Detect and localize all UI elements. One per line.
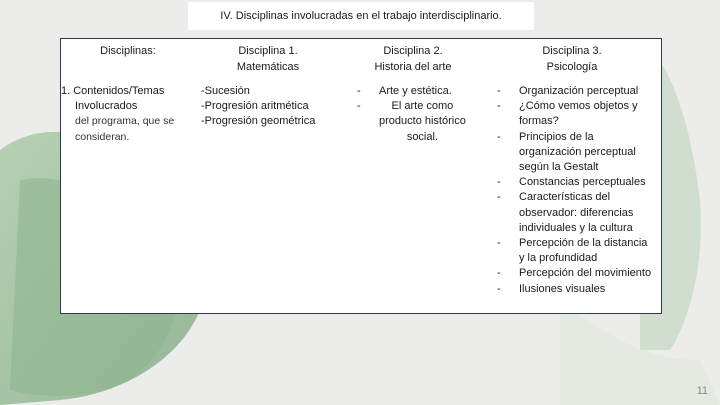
list-dash: -	[357, 85, 361, 97]
math-topic: -Sucesión	[201, 85, 250, 97]
psych-topic	[497, 190, 661, 236]
art-topic-line: El arte como	[391, 100, 454, 113]
psych-topic-line: y la profundidad	[519, 252, 598, 265]
psych-topic	[497, 175, 661, 190]
psych-topic-line: individuales y la cultura	[519, 221, 633, 234]
psych-topic-line: Características del	[519, 191, 611, 204]
row-label-line2: Involucrados	[75, 100, 138, 113]
row-note-line1: del programa, que se	[75, 115, 175, 128]
psych-topic	[497, 84, 661, 99]
disciplines-table	[60, 38, 662, 314]
list-dash: -	[357, 100, 361, 113]
psych-topic	[497, 130, 661, 176]
header-d3-line1: Disciplina 3.	[542, 45, 602, 57]
art-topic	[357, 84, 487, 99]
header-disciplinas: Disciplinas:	[100, 45, 156, 57]
list-dash: -	[497, 191, 501, 204]
list-dash: -	[497, 176, 501, 189]
header-d1-line1: Disciplina 1.	[238, 45, 298, 57]
page-number: 11	[696, 385, 708, 397]
header-d1-line2: Matemáticas	[236, 61, 300, 73]
psych-topic-line: Organización perceptual	[519, 85, 639, 97]
math-topics-list	[201, 84, 341, 130]
list-dash: -	[497, 237, 501, 250]
row-label-contenidos	[61, 84, 201, 145]
psych-topic	[497, 266, 661, 281]
psych-topic-line: Ilusiones visuales	[519, 282, 606, 295]
psych-topic-line: según la Gestalt	[519, 161, 599, 174]
psych-topic-line: ¿Cómo vemos objetos y	[519, 100, 638, 113]
psych-topic-line: Percepción del movimiento	[519, 267, 652, 280]
header-disciplina-3	[497, 43, 647, 75]
slide-title: IV. Disciplinas involucradas en el trabajo interdisciplinario.	[188, 2, 534, 30]
psych-topic-line: Principios de la	[519, 130, 594, 143]
header-d2-line2: Historia del arte	[374, 61, 452, 73]
psych-topic-line: organización perceptual	[519, 145, 636, 158]
header-d3-line2: Psicología	[546, 61, 598, 73]
psych-topic-line: Constancias perceptuales	[519, 176, 646, 189]
psych-topic-line: Percepción de la distancia	[519, 237, 648, 250]
psych-topic-line: formas?	[519, 115, 559, 128]
list-dash: -	[497, 282, 501, 295]
psych-topics-list	[497, 84, 661, 297]
art-topic-line: social.	[406, 130, 438, 143]
list-dash: -	[497, 130, 501, 143]
header-disciplina-1	[199, 43, 337, 75]
psych-topic-line: observador: diferencias	[519, 206, 634, 219]
psych-topic	[497, 282, 661, 297]
math-topic: -Progresión aritmética	[201, 100, 309, 113]
art-topic-line: Arte y estética.	[379, 85, 452, 97]
list-dash: -	[497, 100, 501, 113]
header-d2-line1: Disciplina 2.	[383, 45, 443, 57]
header-disciplina-2	[343, 43, 483, 75]
list-dash: -	[497, 267, 501, 280]
list-dash: -	[497, 85, 501, 97]
row-note-line2: consideran.	[75, 130, 130, 143]
art-topics-list	[357, 84, 487, 145]
art-topic	[357, 99, 487, 145]
art-topic-line: producto histórico	[379, 115, 466, 128]
psych-topic	[497, 99, 661, 129]
psych-topic	[497, 236, 661, 266]
row-label-line1: 1. Contenidos/Temas	[61, 85, 165, 97]
math-topic: -Progresión geométrica	[201, 115, 316, 128]
